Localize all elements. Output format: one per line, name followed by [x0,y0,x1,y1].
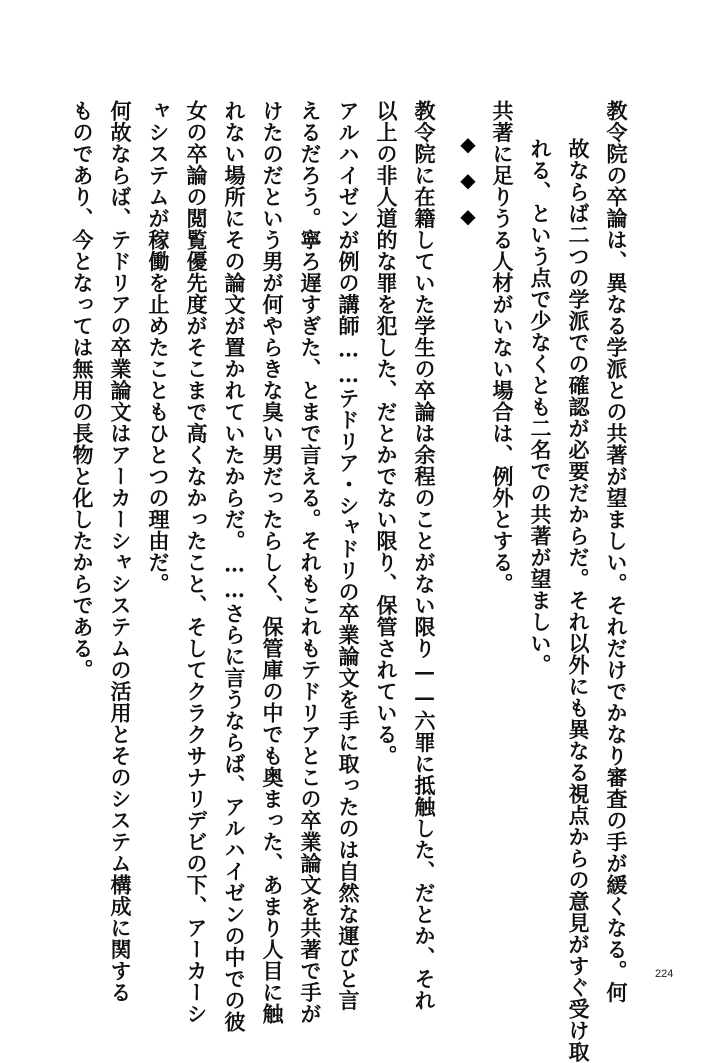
page-number: 224 [655,968,674,980]
paragraph2-line-6: れない場所にその論文が置かれていたからだ。……さらに言うならば、アルハイゼンの中での彼 [222,100,247,1033]
paragraph2-line-7: 女の卒論の閲覧優先度がそこまで高くなかったこと、そしてクラクサナリデビの下、アーカーシ [184,100,209,1025]
paragraph2-line-4: えるだろう。寧ろ遅すぎた、とまで言える。それもこれもテドリアとこの卒業論文を共著で手が [298,100,323,1025]
paragraph2-line-2: 以上の非人道的な罪を犯した、だとかでない限り、保管されている。 [374,100,399,767]
paragraph2-line-10: ものであり、今となっては無用の長物と化したからである。 [70,100,95,681]
paragraph2-line-5: けたのだという男が何やらきな臭い男だったらしく、保管庫の中でも奥まった、あまり人目に触 [260,100,285,1025]
paragraph1-line-4: 共著に足りうる人材がいない場合は、例外とする。 [490,100,515,595]
paragraph2-line-9: 何故ならば、テドリアの卒業論文はアーカーシャシステムの活用とそのシステム構成に関する [108,100,133,1003]
paragraph2-line-3: アルハイゼンが例の講師……テドリア・シャドリの卒業論文を手に取ったのは自然な運びと言 [336,100,361,1011]
paragraph2-line-8: ャシステムが稼働を止めたこともひとつの理由だ。 [146,100,171,595]
paragraph1-line-2: 故ならば二つの学派での確認が必要だからだ。それ以外にも異なる視点からの意見がすぐ受け取 [566,138,591,1063]
section-separator: ◆◆◆ [456,132,480,240]
paragraph1-line-3: れる、という点で少なくとも二名での共著が望ましい。 [528,138,553,676]
paragraph2-line-1: 教令院に在籍していた学生の卒論は余程のことがない限り——六罪に抵触した、だとか、それ [412,100,437,1011]
paragraph1-line-1: 教令院の卒論は、異なる学派との共著が望ましい。それだけでかなり審査の手が緩くなる。何 [604,100,629,1003]
